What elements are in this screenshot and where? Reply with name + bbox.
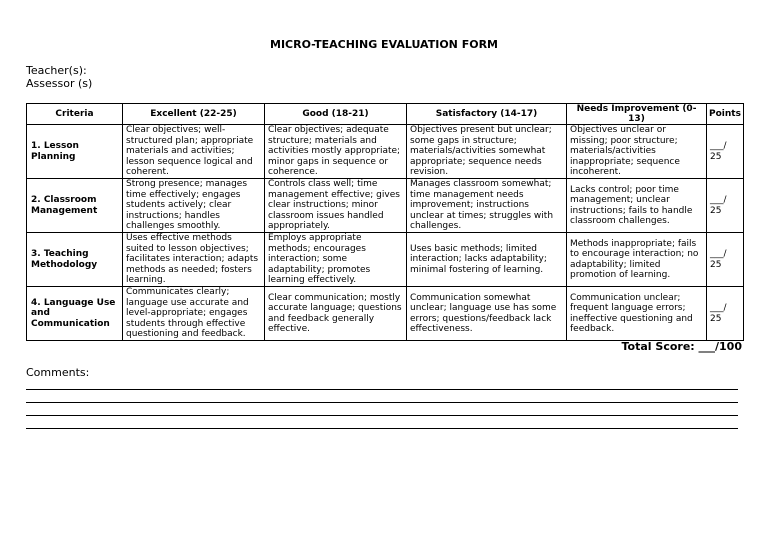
- criteria-cell: 2. Classroom Management: [27, 179, 123, 233]
- comments-label: Comments:: [26, 366, 90, 379]
- header-row: [27, 104, 744, 125]
- needs-improvement-cell: Lacks control; poor time management; unclear instructions; fails to handle classroom challenges.: [567, 179, 707, 233]
- criteria-cell: 1. Lesson Planning: [27, 125, 123, 179]
- excellent-cell: Uses effective methods suited to lesson objectives; facilitates interaction; adapts methods as needed; fosters learning.: [123, 233, 265, 287]
- points-field[interactable]: ___/ 25: [707, 125, 744, 179]
- satisfactory-cell: Uses basic methods; limited interaction; lacks adaptability; minimal fostering of learning.: [407, 233, 567, 287]
- points-field[interactable]: ___/ 25: [707, 287, 744, 341]
- teacher-label: Teacher(s):: [26, 64, 87, 77]
- satisfactory-cell: Objectives present but unclear; some gaps in structure; materials/activities somewhat appropriate; sequence needs revision.: [407, 125, 567, 179]
- satisfactory-cell: Communication somewhat unclear; language use has some errors; questions/feedback lack effectiveness.: [407, 287, 567, 341]
- assessor-label: Assessor (s): [26, 77, 93, 90]
- needs-improvement-cell: Methods inappropriate; fails to encourage interaction; no adaptability; limited promotion of learning.: [567, 233, 707, 287]
- comment-line[interactable]: [26, 415, 738, 416]
- total-score: Total Score: ___/100: [621, 340, 742, 353]
- table-row: [27, 233, 744, 287]
- comment-line[interactable]: [26, 389, 738, 390]
- header-points: Points: [707, 104, 744, 125]
- excellent-cell: Communicates clearly; language use accurate and level-appropriate; engages students through effective questioning and feedback.: [123, 287, 265, 341]
- evaluation-table: [26, 103, 744, 341]
- points-field[interactable]: ___/ 25: [707, 179, 744, 233]
- form-title: MICRO-TEACHING EVALUATION FORM: [270, 38, 498, 51]
- header-excellent: Excellent (22-25): [123, 104, 265, 125]
- header-needs-improvement: Needs Improvement (0-13): [567, 104, 707, 125]
- table-row: [27, 125, 744, 179]
- comment-line[interactable]: [26, 428, 738, 429]
- comment-line[interactable]: [26, 402, 738, 403]
- table-row: [27, 179, 744, 233]
- good-cell: Employs appropriate methods; encourages interaction; some adaptability; promotes learning effectively.: [265, 233, 407, 287]
- good-cell: Clear objectives; adequate structure; materials and activities mostly appropriate; minor gaps in sequence or coherence.: [265, 125, 407, 179]
- points-field[interactable]: ___/ 25: [707, 233, 744, 287]
- excellent-cell: Clear objectives; well-structured plan; appropriate materials and activities; lesson sequence logical and coherent.: [123, 125, 265, 179]
- good-cell: Clear communication; mostly accurate language; questions and feedback generally effective.: [265, 287, 407, 341]
- criteria-cell: 4. Language Use and Communication: [27, 287, 123, 341]
- criteria-cell: 3. Teaching Methodology: [27, 233, 123, 287]
- satisfactory-cell: Manages classroom somewhat; time management needs improvement; instructions unclear at times; struggles with challenges.: [407, 179, 567, 233]
- needs-improvement-cell: Communication unclear; frequent language errors; ineffective questioning and feedback.: [567, 287, 707, 341]
- needs-improvement-cell: Objectives unclear or missing; poor structure; materials/activities inappropriate; sequence incoherent.: [567, 125, 707, 179]
- good-cell: Controls class well; time management effective; gives clear instructions; minor classroom issues handled appropriately.: [265, 179, 407, 233]
- header-criteria: Criteria: [27, 104, 123, 125]
- header-good: Good (18-21): [265, 104, 407, 125]
- excellent-cell: Strong presence; manages time effectively; engages students actively; clear instructions; handles challenges smoothly.: [123, 179, 265, 233]
- header-satisfactory: Satisfactory (14-17): [407, 104, 567, 125]
- table-row: [27, 287, 744, 341]
